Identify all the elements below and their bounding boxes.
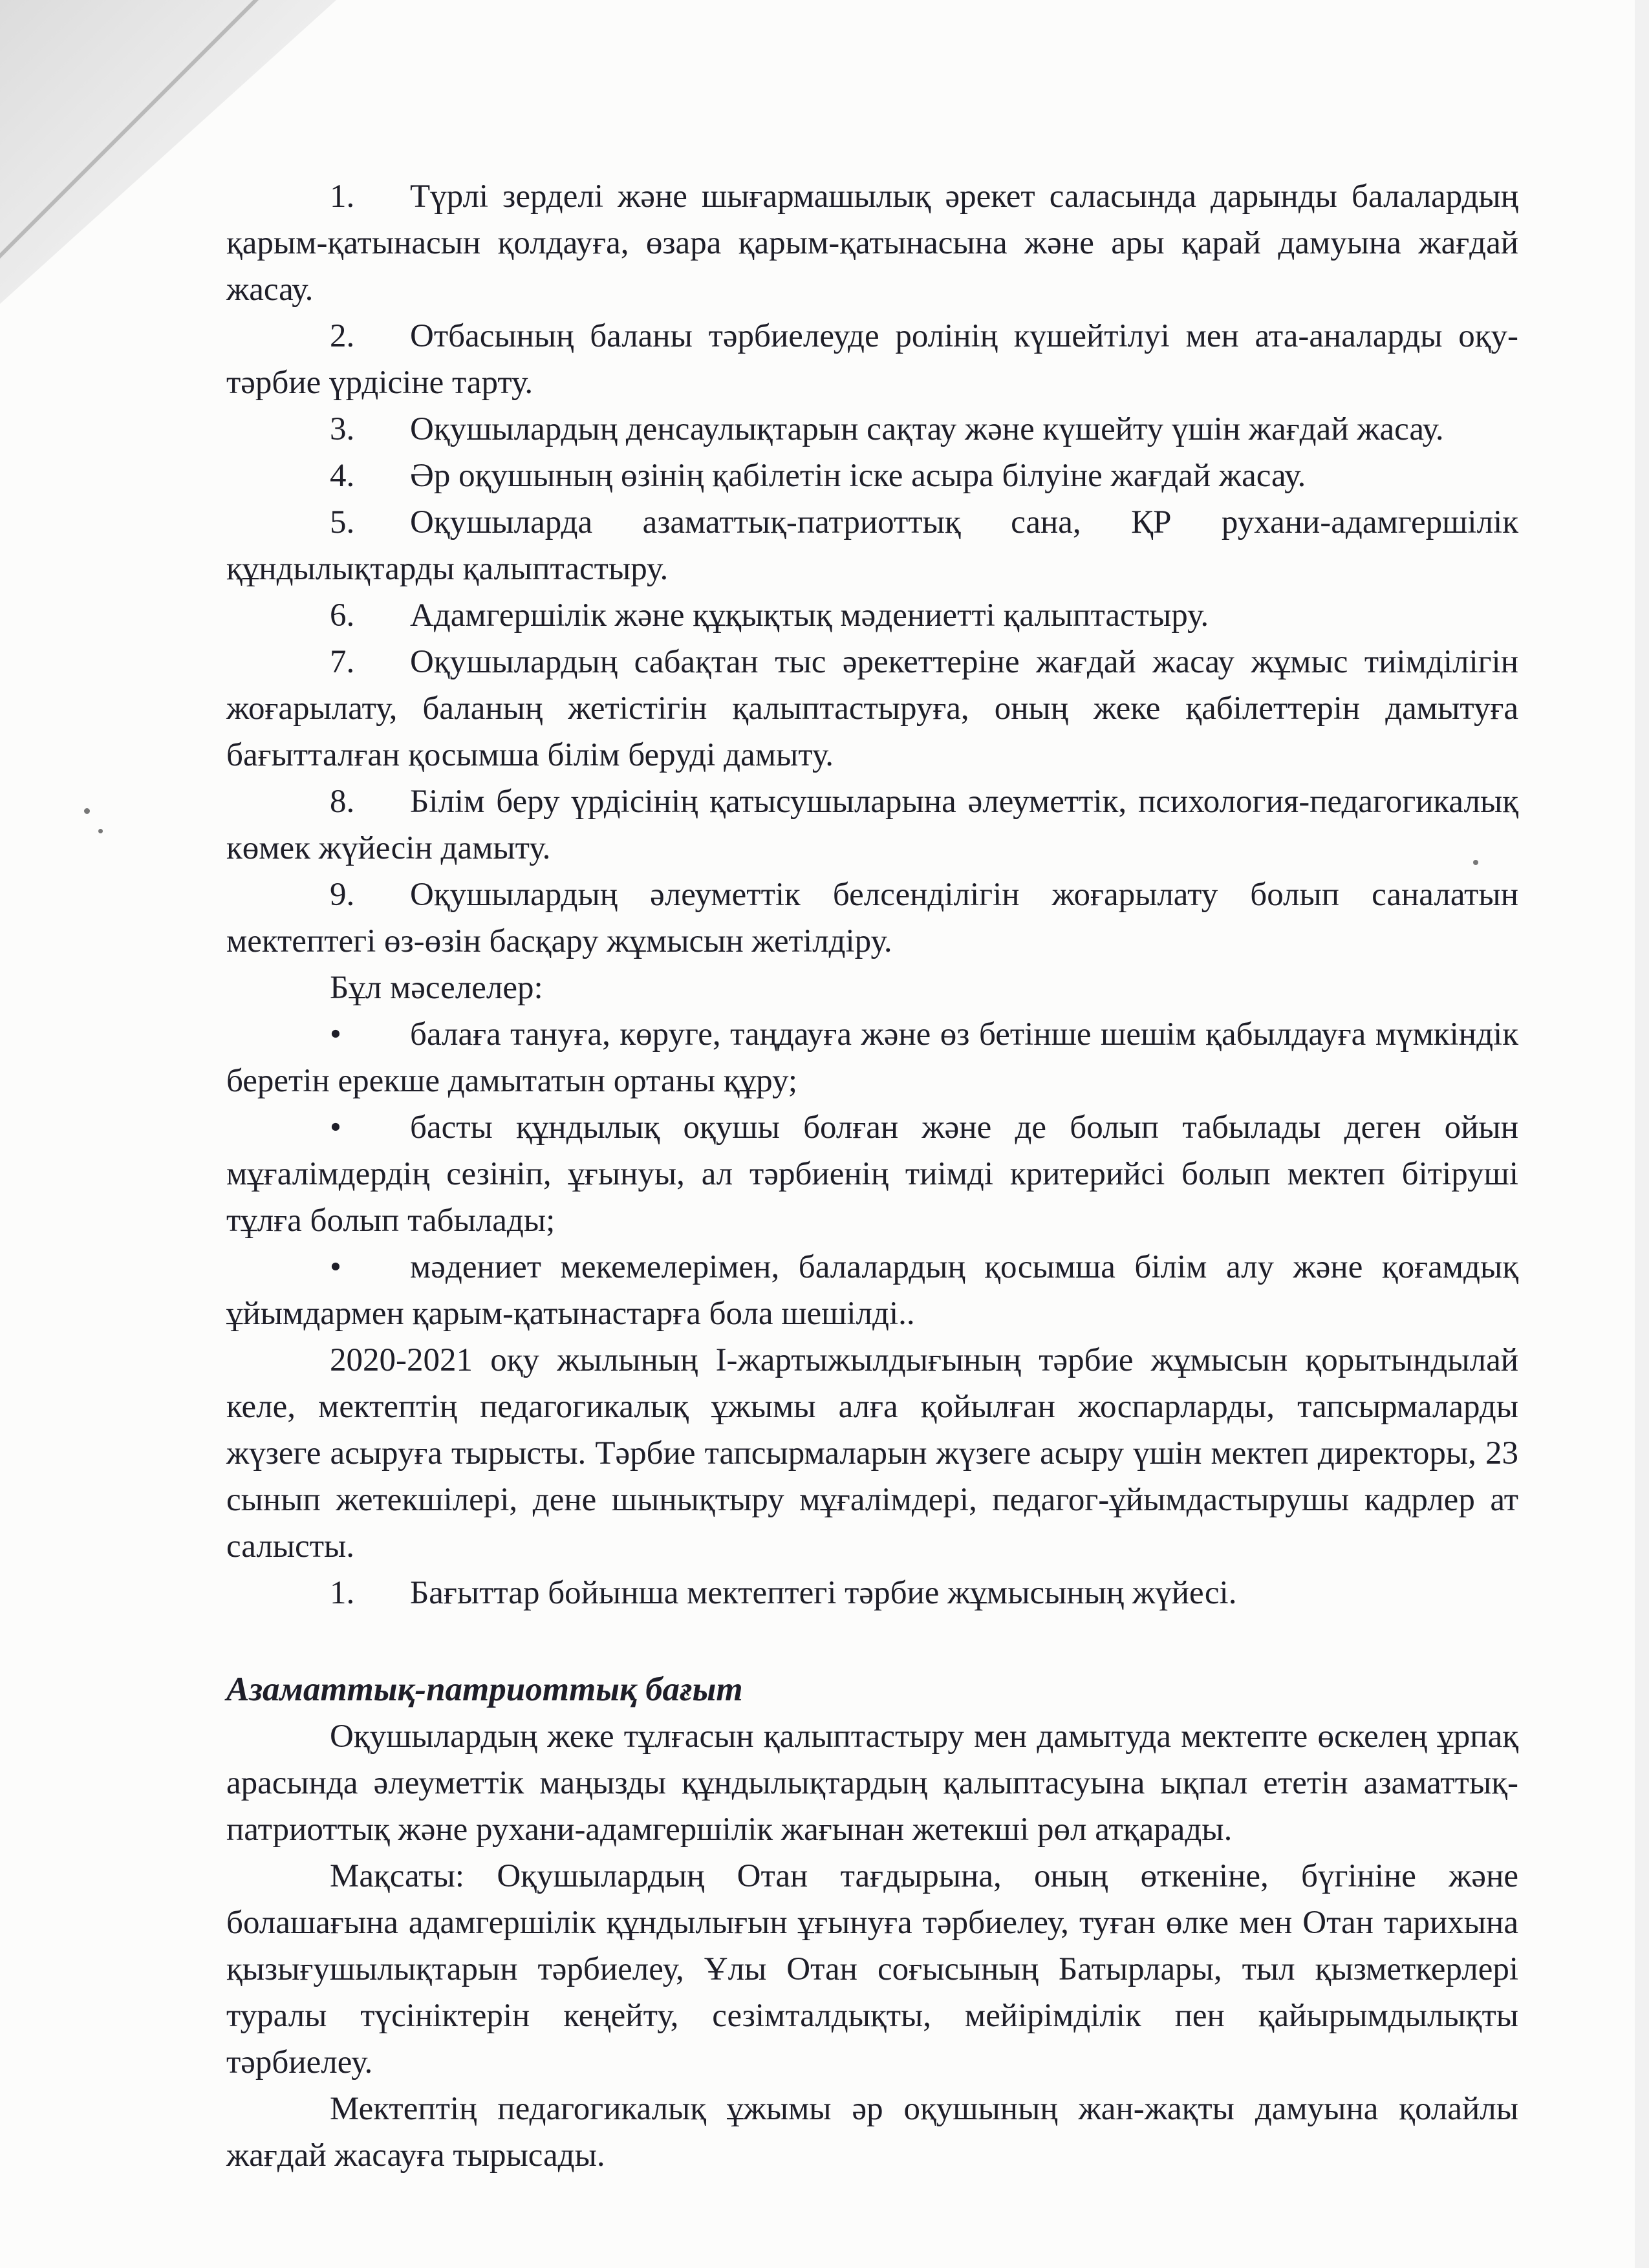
item-text: Бағыттар бойынша мектептегі тәрбие жұмысының жүйесі.	[410, 1575, 1237, 1611]
list-item	[226, 173, 1518, 313]
bullet-text: басты құндылық оқушы болған және де болып табылады деген ойын мұғалімдердің сезініп, ұғынуы, ал тәрбиенің тиімді критерийсі болып мектеп бітіруші тұлға болып табылады;	[226, 1109, 1518, 1239]
scan-edge	[1635, 0, 1649, 2268]
closing-paragraph: Мектептің педагогикалық ұжымы әр оқушының жан-жақты дамуына қолайлы жағдай жасауға тырысады.	[226, 2091, 1518, 2174]
list-item	[226, 499, 1518, 592]
item-number: 8.	[330, 784, 355, 820]
list-item	[226, 453, 1518, 499]
item-text: Білім беру үрдісінің қатысушыларына әлеуметтік, психология-педагогикалық көмек жүйесін дамыту.	[226, 784, 1518, 866]
system-item	[226, 1570, 1518, 1616]
item-text: Оқушылардың әлеуметтік белсенділігін жоғарылату болып саналатын мектептегі өз-өзін басқару жұмысын жетілдіру.	[226, 877, 1518, 959]
list-item	[226, 778, 1518, 872]
list-item	[226, 313, 1518, 406]
numbered-list	[226, 173, 1518, 965]
item-number: 1.	[330, 1575, 355, 1611]
item-number: 1.	[330, 178, 355, 215]
item-number: 9.	[330, 877, 355, 913]
item-number: 5.	[330, 504, 355, 540]
list-item	[226, 592, 1518, 639]
item-number: 3.	[330, 411, 355, 447]
scan-speck	[84, 808, 90, 814]
item-text: Оқушыларда азаматтық-патриоттық сана, ҚР рухани-адамгершілік құндылықтарды қалыптастыру.	[226, 504, 1518, 587]
item-text: Түрлі зерделі және шығармашылық әрекет саласында дарынды балалардың қарым-қатынасын қолдауға, өзара қарым-қатынасына және ары қарай дамуына жағдай жасау.	[226, 178, 1518, 308]
item-text: Әр оқушының өзінің қабілетін іске асыра білуіне жағдай жасау.	[410, 458, 1306, 494]
bullet-list	[226, 1011, 1518, 1337]
list-item	[226, 406, 1518, 453]
bullet-text: мәдениет мекемелерімен, балалардың қосымша білім алу және қоғамдық ұйымдармен қарым-қатынастарға бола шешілді..	[226, 1249, 1518, 1332]
goal-paragraph: Мақсаты: Оқушылардың Отан тағдырына, оның өткеніне, бүгініне және болашағына адамгершілік құндылығын ұғынуға тәрбиелеу, туған өлке мен Отан тарихына қызығушылықтарын тәрбиелеу, Ұлы Отан соғысының Батырлары, тыл қызметкерлері туралы түсініктерін кеңейту, сезімталдықты, мейірімділік пен қайырымдылықты тәрбиелеу.	[226, 1858, 1518, 2081]
bullet-item	[226, 1011, 1518, 1104]
item-number: 2.	[330, 318, 355, 354]
scan-speck	[98, 829, 103, 833]
item-number: 6.	[330, 597, 355, 634]
summary-paragraph: 2020-2021 оқу жылының І-жартыжылдығының тәрбие жұмысын қорытындылай келе, мектептің педагогикалық ұжымы алға қойылған жоспарларды, тапсырмаларды жүзеге асыруға тырысты. Тәрбие тапсырмаларын жүзеге асыру үшін мектеп директоры, 23 сынып жетекшілері, дене шынықтыру мұғалімдері, педагог-ұйымдастырушы кадрлер ат салысты.	[226, 1342, 1518, 1565]
section-title: Азаматтық-патриоттық бағыт	[226, 1671, 743, 1708]
list-item	[226, 639, 1518, 778]
item-text: Отбасының баланы тәрбиелеуде ролінің күшейтілуі мен ата-аналарды оқу-тәрбие үрдісіне тарту.	[226, 318, 1518, 401]
item-number: 4.	[330, 458, 355, 494]
document-body	[226, 173, 1518, 2179]
section-paragraph: Оқушылардың жеке тұлғасын қалыптастыру мен дамытуда мектепте өскелең ұрпақ арасында әлеуметтік маңызды құндылықтардың қалыптасуына ықпал ететін азаматтық-патриоттық және рухани-адамгершілік жағынан жетекші рөл атқарады.	[226, 1718, 1518, 1848]
list-item	[226, 872, 1518, 965]
bullet-text: балаға тануға, көруге, таңдауға және өз бетінше шешім қабылдауға мүмкіндік беретін ерекше дамытатын ортаны құру;	[226, 1016, 1518, 1099]
item-text: Оқушылардың денсаулықтарын сақтау және күшейту үшін жағдай жасау.	[410, 411, 1444, 447]
bullet-item	[226, 1104, 1518, 1244]
bullet-icon: •	[330, 1249, 341, 1285]
bullet-item	[226, 1244, 1518, 1337]
item-text: Оқушылардың сабақтан тыс әрекеттеріне жағдай жасау жұмыс тиімділігін жоғарылату, баланың жетістігін қалыптастыруға, оның жеке қабілеттерін дамытуға бағытталған қосымша білім беруді дамыту.	[226, 644, 1518, 773]
item-text: Адамгершілік және құқықтық мәдениетті қалыптастыру.	[410, 597, 1209, 634]
bullet-icon: •	[330, 1109, 341, 1146]
bullet-icon: •	[330, 1016, 341, 1053]
item-number: 7.	[330, 644, 355, 680]
issues-intro: Бұл мәселелер:	[330, 970, 543, 1006]
